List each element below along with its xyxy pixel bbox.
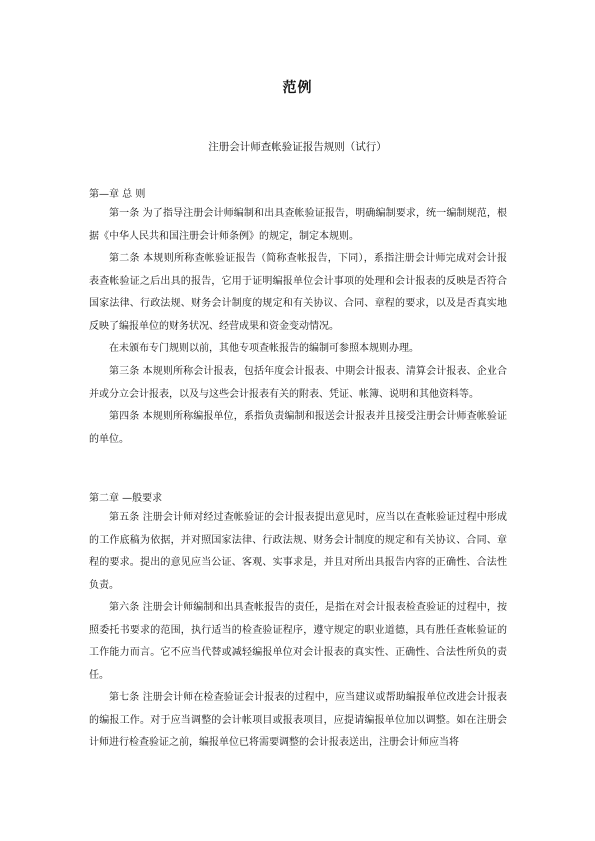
article-paragraph: 第三条 本规则所称会计报表，包括年度会计报表、中期会计报表、清算会计报表、企业合并或分立会计报表，以及与这些会计报表有关的附表、凭证、帐簿、说明和其他资料等。: [89, 366, 507, 400]
article-paragraph: 第五条 注册会计师对经过查帐验证的会计报表提出意见时，应当以在查帐验证过程中形成的工作底稿为依据，并对照国家法律、行政法规、财务会计制度的规定和有关协议、合同、章程的要求。提出的意见应当公证、客观、实事求是，并且对所出具报告内容的正确性、合法性负责。: [89, 512, 507, 591]
article-paragraph: 在未颁布专门规则以前，其他专项查帐报告的编制可参照本规则办理。: [109, 343, 419, 354]
document-title: 范例: [282, 80, 313, 96]
chapter-heading: 第—章 总 则: [89, 189, 146, 200]
article-paragraph: 第一条 为了指导注册会计师编制和出具查帐验证报告，明确编制要求，统一编制规范，根据《中华人民共和国注册会计师条例》的规定，制定本规则。: [89, 208, 507, 242]
article-paragraph: 第七条 注册会计师在检查验证会计报表的过程中，应当建议或帮助编报单位改进会计报表的编报工作。对于应当调整的会计帐项目或报表项目，应提请编报单位加以调整。如在注册会计师进行检查验证之前，编报单位已将需要调整的会计报表送出，注册会计师应当将: [89, 692, 507, 748]
article-paragraph: 第二条 本规则所称查帐验证报告（简称查帐报告，下同），系指注册会计师完成对会计报表查帐验证之后出具的报告，它用于证明编报单位会计事项的处理和会计报表的反映是否符合国家法律、行政法规、财务会计制度的规定和有关协议、合同、章程的要求，以及是否真实地反映了编报单位的财务状况、经营成果和资金变动情况。: [89, 253, 507, 332]
article-paragraph: 第四条 本规则所称编报单位，系指负责编制和报送会计报表并且接受注册会计师查帐验证的单位。: [89, 411, 507, 445]
document-subtitle: 注册会计师查帐验证报告规则（试行）: [208, 141, 387, 153]
chapter-heading: 第二章 —般要求: [89, 493, 163, 504]
article-paragraph: 第六条 注册会计师编制和出具查帐报告的责任，是指在对会计报表检查验证的过程中，按照委托书要求的范围，执行适当的检查验证程序，遵守规定的职业道德，具有胜任查帐验证的工作能力而言。它不应当代替或减轻编报单位对会计报表的真实性、正确性、合法性所负的责任。: [89, 602, 507, 681]
